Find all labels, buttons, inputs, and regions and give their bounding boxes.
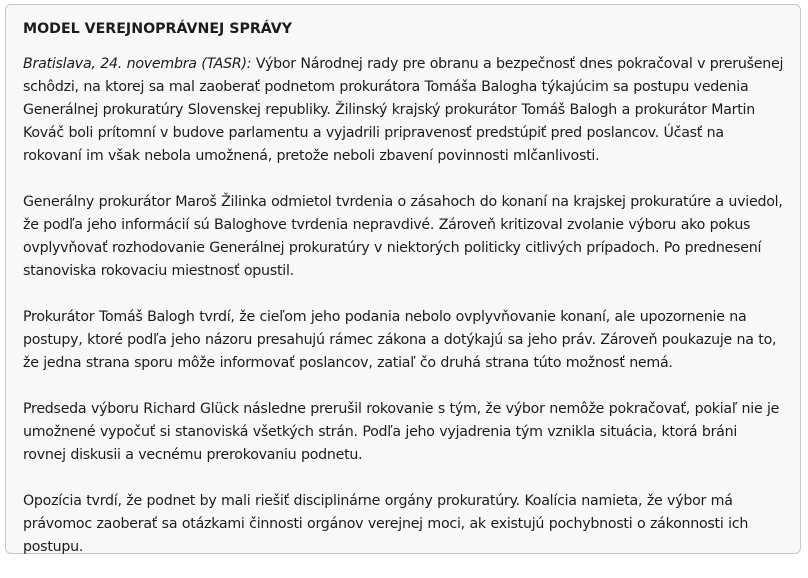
- article-card: [5, 4, 801, 554]
- article-paragraph-2: Generálny prokurátor Maroš Žilinka odmietol tvrdenia o zásahoch do konaní na krajskej prokuratúre a uviedol, že podľa jeho informácií sú Baloghove tvrdenia nepravdivé. Zároveň kritizoval zvolanie výboru ako pokus ovplyvňovať rozhodovanie Generálnej prokuratúry v niektorých politicky citlivých prípadoch. Po prednesení stanoviska rokovaciu miestnosť opustil.: [23, 194, 783, 279]
- article-paragraph-5: Opozícia tvrdí, že podnet by mali riešiť disciplinárne orgány prokuratúry. Koalícia namieta, že výbor má právomoc zaoberať sa otázkami činnosti orgánov verejnej moci, ak existujú pochybnosti o zákonnosti ich postupu.: [23, 493, 749, 555]
- article-paragraph-1: [23, 53, 784, 168]
- article-title: MODEL VEREJNOPRÁVNEJ SPRÁVY: [23, 21, 293, 37]
- article-paragraph-4: Predseda výboru Richard Glück následne prerušil rokovanie s tým, že výbor nemôže pokračovať, pokiaľ nie je umožnené vypočuť si stanoviská všetkých strán. Podľa jeho vyjadrenia tým vznikla situácia, ktorá bráni rovnej diskusii a vecnému prerokovaniu podnetu.: [23, 401, 780, 463]
- article-paragraph-3: Prokurátor Tomáš Balogh tvrdí, že cieľom jeho podania nebolo ovplyvňovanie konaní, ale upozornenie na postupy, ktoré podľa jeho názoru presahujú rámec zákona a dotýkajú sa jeho práv. Zároveň poukazuje na to, že jedna strana sporu môže informovať poslancov, zatiaľ čo druhá strana túto možnosť nemá.: [23, 309, 777, 371]
- paragraph-1-text: Výbor Národnej rady pre obranu a bezpečnosť dnes pokračoval v prerušenej schôdzi, na ktorej sa mal zaoberať podnetom prokurátora Tomáša Balogha týkajúcim sa postupu vedenia Generálnej prokuratúry Slovenskej republiky. Žilinský krajský prokurátor Tomáš Balogh a prokurátor Martin Kováč boli prítomní v budove parlamentu a vyjadrili pripravenosť predstúpiť pred poslancov. Účasť na rokovaní im však nebola umožnená, pretože neboli zbavení povinnosti mlčanlivosti.: [23, 56, 784, 164]
- dateline: Bratislava, 24. novembra (TASR):: [23, 56, 252, 72]
